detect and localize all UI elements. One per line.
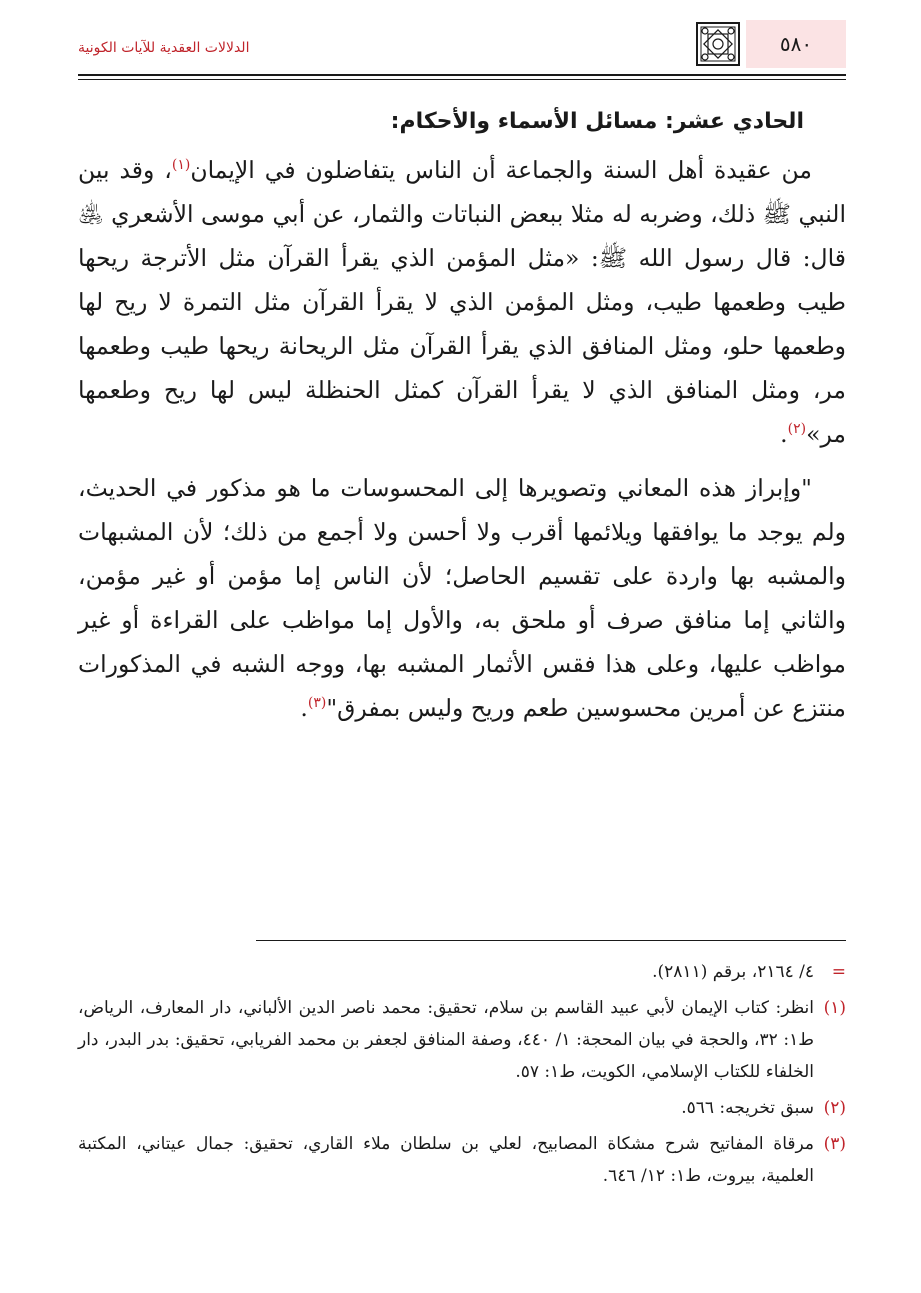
footnote-marker: (٣) xyxy=(823,1134,846,1154)
footnote-text: سبق تخريجه: ٥٦٦. xyxy=(681,1098,814,1118)
paragraph-2-text: "وإبراز هذه المعاني وتصويرها إلى المحسوسات ما هو مذكور في الحديث، ولم يوجد ما يوافقها ويلائمها أقرب ولا أحسن ولا أجمع من ذلك؛ لأن المشبهات والمشبه بها واردة على تقسيم الحاصل؛ لأن الناس إما مؤمن أو غير مؤمن، والثاني إما منافق صرف أو ملحق به، والأول إما مواظب على القراءة أو غير مواظب عليها، وعلى هذا فقس الأثمار المشبه بها، ووجه الشبه في المذكورات منتزع عن أمرين محسوسين طعم وريح وليس بمفرق" xyxy=(78,474,846,722)
footnote-2 xyxy=(78,1092,846,1124)
footnote-ref-1: (١) xyxy=(171,157,191,174)
footnotes xyxy=(78,956,846,1196)
footnote-separator xyxy=(256,940,846,941)
paragraph-2 xyxy=(78,466,846,730)
page-number: ٥٨٠ xyxy=(746,20,846,68)
footnote-ref-3: (٣) xyxy=(307,695,327,712)
footnote-continued xyxy=(78,956,846,988)
footnote-ref-2: (٢) xyxy=(787,421,807,438)
footnote-marker: = xyxy=(831,962,846,982)
paragraph-1-text: من عقيدة أهل السنة والجماعة أن الناس يتفاضلون في الإيمان xyxy=(190,156,813,184)
footnote-3 xyxy=(78,1128,846,1192)
footnote-text: ٤/ ٢١٦٤، برقم (٢٨١١). xyxy=(652,962,814,982)
paragraph-1 xyxy=(78,148,846,456)
islamic-star-ornament-icon xyxy=(694,20,742,68)
footnote-1 xyxy=(78,992,846,1088)
running-title: الدلالات العقدية للآيات الكونية xyxy=(78,40,250,56)
footnote-marker: (٢) xyxy=(823,1098,846,1118)
paragraph-1-text-c: . xyxy=(780,420,788,448)
footnote-marker: (١) xyxy=(823,998,846,1018)
section-heading: الحادي عشر: مسائل الأسماء والأحكام: xyxy=(390,109,804,134)
header-rule-thin xyxy=(78,79,846,80)
page-header xyxy=(78,18,846,70)
footnote-text: انظر: كتاب الإيمان لأبي عبيد القاسم بن سلام، تحقيق: محمد ناصر الدين الألباني، دار المعارف، الرياض، ط١: ٣٢، والحجة في بيان المحجة: ١/ ٤٤٠، وصفة المنافق لجعفر بن محمد الفريابي، تحقيق: بدر البدر، دار الخلفاء للكتاب الإسلامي، الكويت، ط١: ٥٧. xyxy=(78,998,815,1082)
footnote-text: مرقاة المفاتيح شرح مشكاة المصابيح، لعلي بن سلطان ملاء القاري، تحقيق: جمال عيتاني، المكتبة العلمية، بيروت، ط١: ١٢/ ٦٤٦. xyxy=(78,1134,814,1186)
paragraph-2-text-b: . xyxy=(300,694,308,722)
header-rule xyxy=(78,74,846,76)
paragraph-1-text-b: ، وقد بين النبي ﷺ ذلك، وضربه له مثلا ببعض النباتات والثمار، عن أبي موسى الأشعري ﵁ قال: قال رسول الله ﷺ: «مثل المؤمن الذي يقرأ القرآن مثل الأترجة ريحها طيب وطعمها طيب، ومثل المؤمن الذي لا يقرأ القرآن مثل التمرة لا ريح لها وطعمها حلو، ومثل المنافق الذي يقرأ القرآن مثل الريحانة ريحها طيب وطعمها مر، ومثل المنافق الذي لا يقرأ القرآن كمثل الحنظلة ليس لها ريح وطعمها مر» xyxy=(78,156,846,448)
main-text xyxy=(78,100,846,740)
